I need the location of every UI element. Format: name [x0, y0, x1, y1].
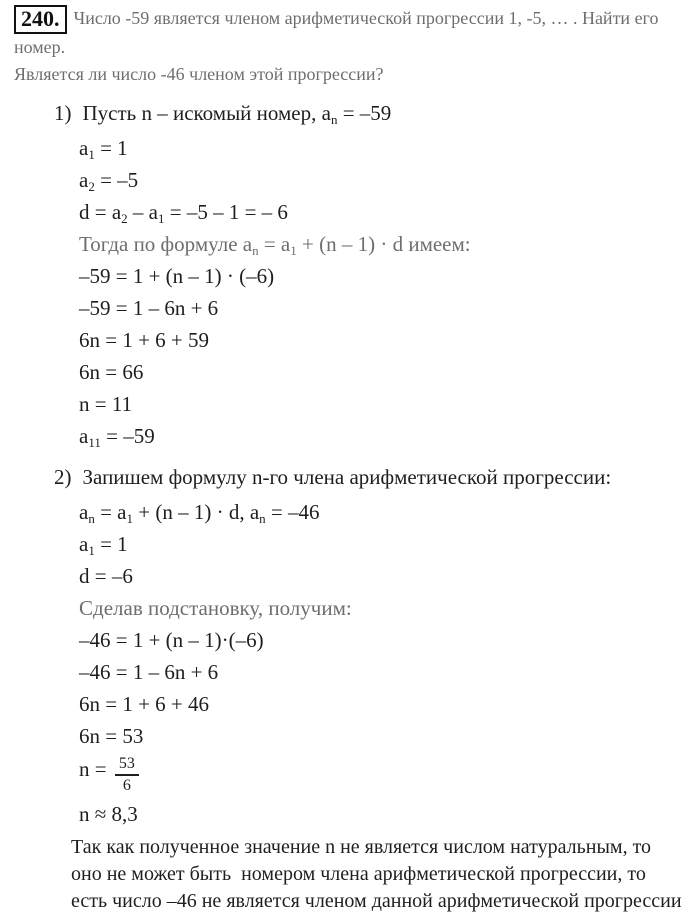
math-line: –59 = 1 + (n – 1) · (–6) [79, 264, 275, 288]
math-line: –46 = 1 + (n – 1)·(–6) [79, 628, 264, 652]
part1-intro: Пусть n – искомый номер, $a_n = -59$ [82, 101, 392, 127]
part1-steps [79, 132, 692, 452]
part2-label: 2) [54, 465, 72, 489]
conclusion-line: Так как полученное значение n не является числом натуральным, то [71, 836, 652, 858]
fraction: $\frac{53}{6}$ [115, 756, 139, 794]
math-line: $a_{11} = -59$ [79, 424, 155, 450]
conclusion-line: есть число –46 не является членом данной арифметической прогрессии [71, 890, 682, 912]
part1-heading [54, 97, 692, 129]
math-line: $a_n = a_1 + (n - 1) \cdot d$, $a_n = -46$ [79, 500, 320, 526]
part2-heading [54, 461, 692, 493]
math-line: 6n = 1 + 6 + 46 [79, 692, 210, 716]
part-2 [14, 461, 692, 830]
math-line: $d = a_2 - a_1 = -5 - 1$ = – 6 [79, 200, 288, 226]
math-line: Сделав подстановку, получим: [79, 596, 352, 620]
math-line: $a_1 = 1$ [79, 532, 128, 558]
conclusion [71, 834, 692, 915]
problem-header [14, 5, 692, 88]
math-line: –59 = 1 – 6n + 6 [79, 296, 219, 320]
fraction-line: n = $\frac{53}{6}$ [79, 752, 692, 798]
problem-statement-line1: Число -59 является членом арифметической прогрессии 1, -5, … . Найти его номер. [14, 8, 659, 57]
math-line: Тогда по формуле $a_n = a_1 + (n - 1) \cdot d$ имеем: [79, 232, 471, 258]
problem-number-box: 240. [14, 5, 67, 34]
math-line: $a_2 = -5$ [79, 168, 139, 194]
problem-statement-line2: Является ли число -46 членом этой прогрессии? [14, 64, 384, 84]
part1-label: 1) [54, 101, 72, 125]
math-line: $a_1 = 1$ [79, 136, 128, 162]
conclusion-line: оно не может быть номером члена арифметической прогрессии, то [71, 863, 646, 885]
part2-steps [79, 496, 692, 830]
math-line: n ≈ 8,3 [79, 802, 138, 826]
math-line: d = –6 [79, 564, 133, 588]
math-line: n = 11 [79, 392, 133, 416]
part-1 [14, 97, 692, 452]
math-line: –46 = 1 – 6n + 6 [79, 660, 219, 684]
math-line: 6n = 66 [79, 360, 144, 384]
math-line: 6n = 53 [79, 724, 144, 748]
part2-intro: Запишем формулу n-го члена арифметической прогрессии: [82, 465, 612, 489]
math-line: 6n = 1 + 6 + 59 [79, 328, 210, 352]
